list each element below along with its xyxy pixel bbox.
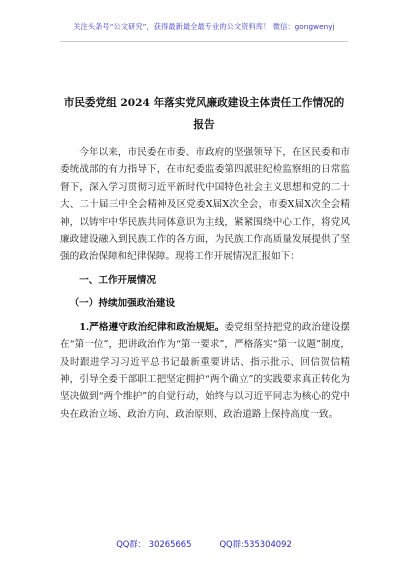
section-heading: 一、工作开展情况 bbox=[79, 274, 156, 286]
intro-paragraph: 今年以来，市民委在市委、市政府的坚强领导下，在区民委和市委统战部的有力指导下，在市纪委监委第四派驻纪检监察组的日常监督下，深入学习贯彻习近平新时代中国特色社会主义思想和党的二十大、二十届三中全会精神及区党委X届X次全会，市委X届X次全会精神，以铸牢中华民族共同体意识为主线，紧紧围绕中心工作，将党风廉政建设融入到民族工作的各方面，为民族工作高质量发展提供了坚强的政治保障和纪律保障。现将工作开展情况汇报如下： bbox=[60, 147, 350, 263]
document-title: 市民委党组 2024 年落实党风廉政建设主体责任工作情况的报告 bbox=[63, 97, 345, 131]
header-divider bbox=[60, 41, 348, 42]
footer-qq-group-2: QQ群:535304092 bbox=[219, 539, 292, 549]
footer-contact bbox=[0, 538, 408, 550]
header-banner: 关注头条号“公文研究”，获得最新最全最专业的公文资料库！ 微信：gongwenyj bbox=[73, 22, 335, 31]
document-body bbox=[60, 144, 350, 423]
item-lead: 1.严格遵守政治纪律和政治规矩。 bbox=[79, 321, 225, 333]
footer-qq-group-1: QQ群： 30265665 bbox=[116, 539, 192, 549]
subsection-heading: （一）持续加强政治建设 bbox=[69, 297, 176, 309]
item-text: 委党组坚持把党的政治建设摆在“第一位”，把讲政治作为“第一要求”，严格落实“第一议题”制度，及时跟进学习习近平总书记最新重要讲话、指示批示、回信贺信精神，引导全委干部职工把坚定拥护“两个确立”的实践要求真正转化为坚决做到“两个维护”的自觉行动，始终与以习近平同志为核心的党中央在政治立场、政治方向、政治原则、政治道路上保持高度一致。 bbox=[60, 321, 351, 420]
item-paragraph bbox=[60, 319, 350, 423]
